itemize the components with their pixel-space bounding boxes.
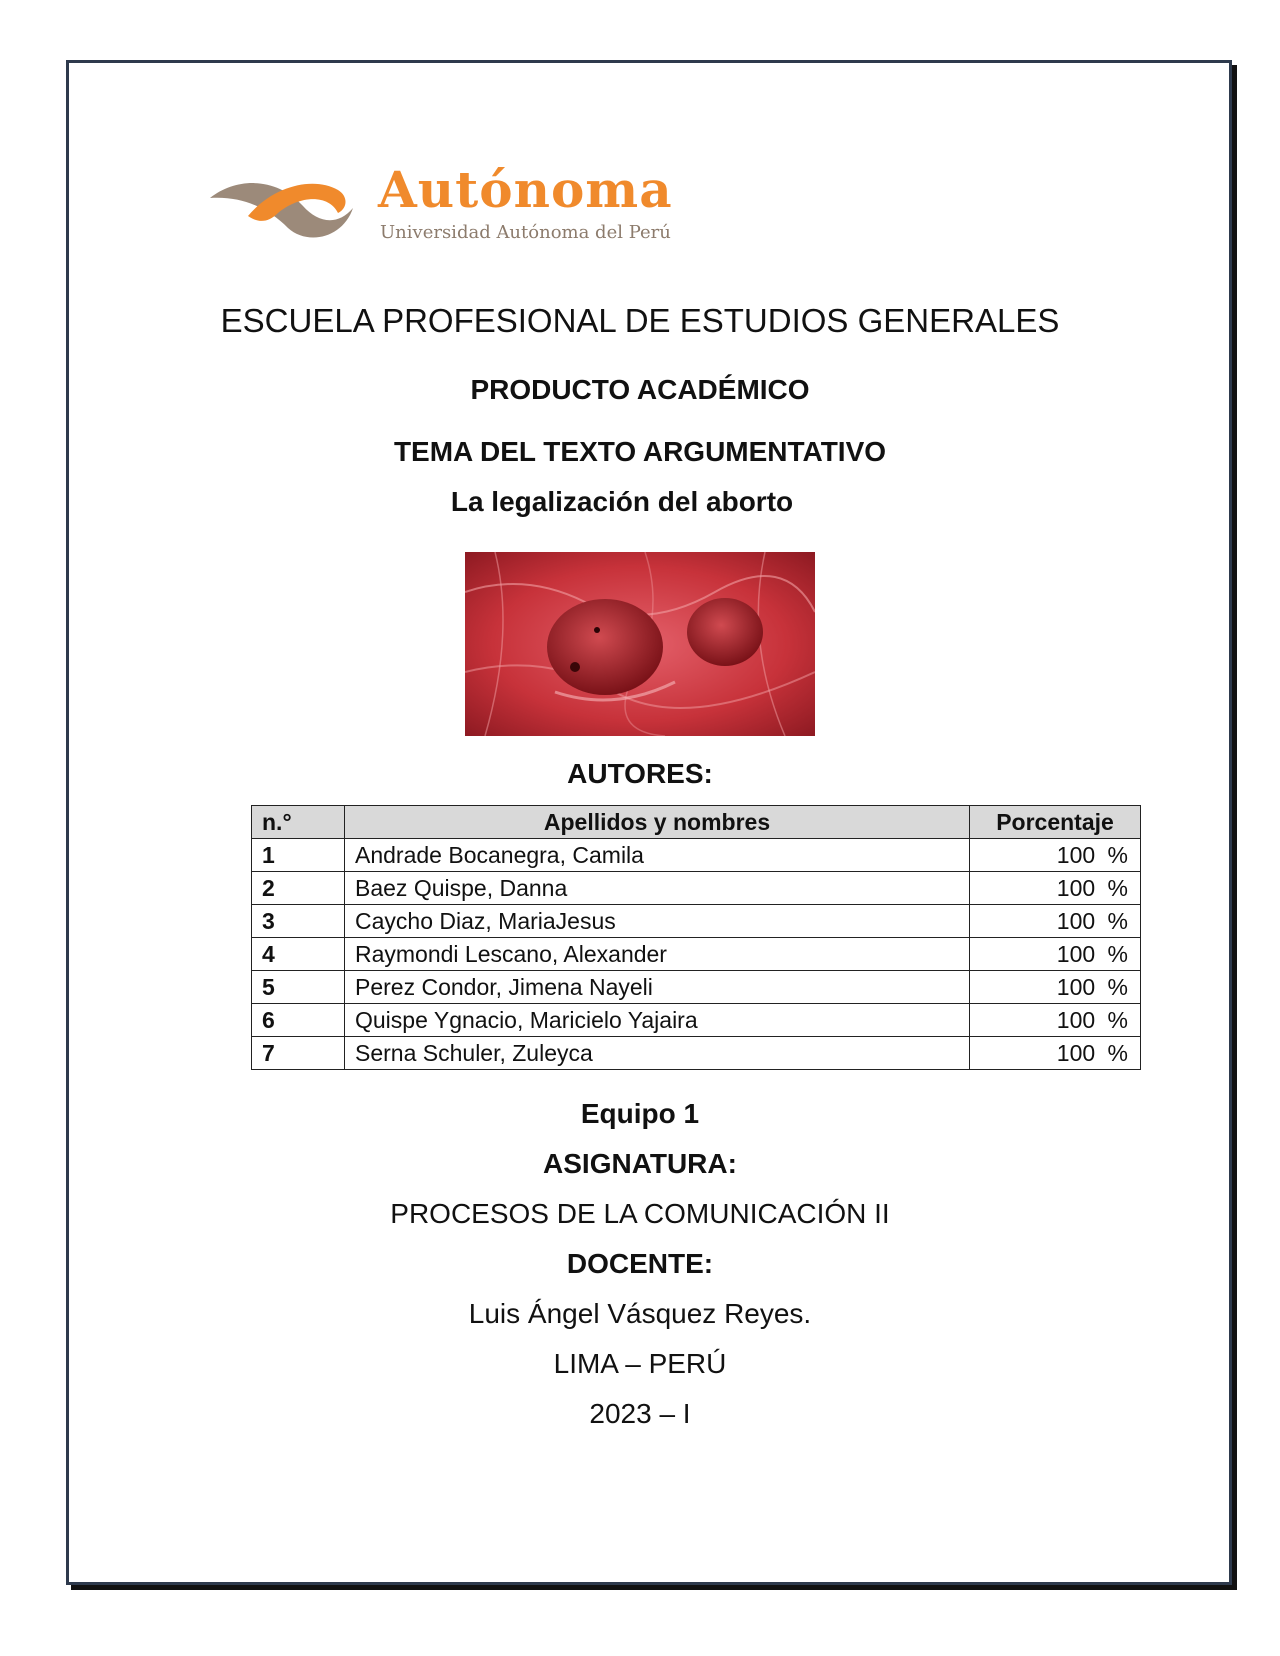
product-title: PRODUCTO ACADÉMICO: [470, 374, 810, 405]
table-header-row: [252, 806, 1141, 839]
table-row: [252, 938, 1141, 971]
subject-heading: ASIGNATURA:: [543, 1148, 737, 1179]
university-logo: [208, 160, 708, 252]
author-percentage: 100 %: [970, 938, 1141, 971]
author-name: Quispe Ygnacio, Maricielo Yajaira: [345, 1004, 970, 1037]
author-percentage: 100 %: [970, 1037, 1141, 1070]
row-number: 2: [252, 872, 345, 905]
column-header-number: n.°: [252, 806, 345, 839]
author-name: Serna Schuler, Zuleyca: [345, 1037, 970, 1070]
author-name: Perez Condor, Jimena Nayeli: [345, 971, 970, 1004]
place-label: LIMA – PERÚ: [553, 1348, 727, 1379]
logo-subtitle: Universidad Autónoma del Perú: [380, 222, 671, 243]
year-label: 2023 – I: [589, 1398, 691, 1429]
author-name: Baez Quispe, Danna: [345, 872, 970, 905]
column-header-name: Apellidos y nombres: [345, 806, 970, 839]
school-title: ESCUELA PROFESIONAL DE ESTUDIOS GENERALES: [220, 302, 1060, 339]
table-row: [252, 905, 1141, 938]
author-percentage: 100 %: [970, 872, 1141, 905]
row-number: 7: [252, 1037, 345, 1070]
embryo-image: [465, 552, 815, 736]
teacher-name: Luis Ángel Vásquez Reyes.: [468, 1298, 812, 1329]
row-number: 1: [252, 839, 345, 872]
table-row: [252, 971, 1141, 1004]
author-name: Raymondi Lescano, Alexander: [345, 938, 970, 971]
row-number: 6: [252, 1004, 345, 1037]
teacher-heading: DOCENTE:: [566, 1248, 714, 1279]
subject-name: PROCESOS DE LA COMUNICACIÓN II: [390, 1198, 890, 1229]
authors-heading: AUTORES:: [567, 758, 713, 789]
topic-title: La legalización del aborto: [450, 486, 794, 517]
row-number: 3: [252, 905, 345, 938]
row-number: 5: [252, 971, 345, 1004]
team-label: Equipo 1: [580, 1098, 700, 1129]
table-row: [252, 1004, 1141, 1037]
table-row: [252, 839, 1141, 872]
table-row: [252, 872, 1141, 905]
author-name: Caycho Diaz, MariaJesus: [345, 905, 970, 938]
author-percentage: 100 %: [970, 839, 1141, 872]
authors-table: [251, 805, 1141, 1070]
column-header-percentage: Porcentaje: [970, 806, 1141, 839]
author-percentage: 100 %: [970, 905, 1141, 938]
table-row: [252, 1037, 1141, 1070]
author-percentage: 100 %: [970, 971, 1141, 1004]
row-number: 4: [252, 938, 345, 971]
swoosh-logo-icon: [208, 168, 358, 252]
author-percentage: 100 %: [970, 1004, 1141, 1037]
logo-wordmark: Autónoma: [378, 160, 673, 219]
author-name: Andrade Bocanegra, Camila: [345, 839, 970, 872]
topic-heading: TEMA DEL TEXTO ARGUMENTATIVO: [393, 436, 887, 467]
